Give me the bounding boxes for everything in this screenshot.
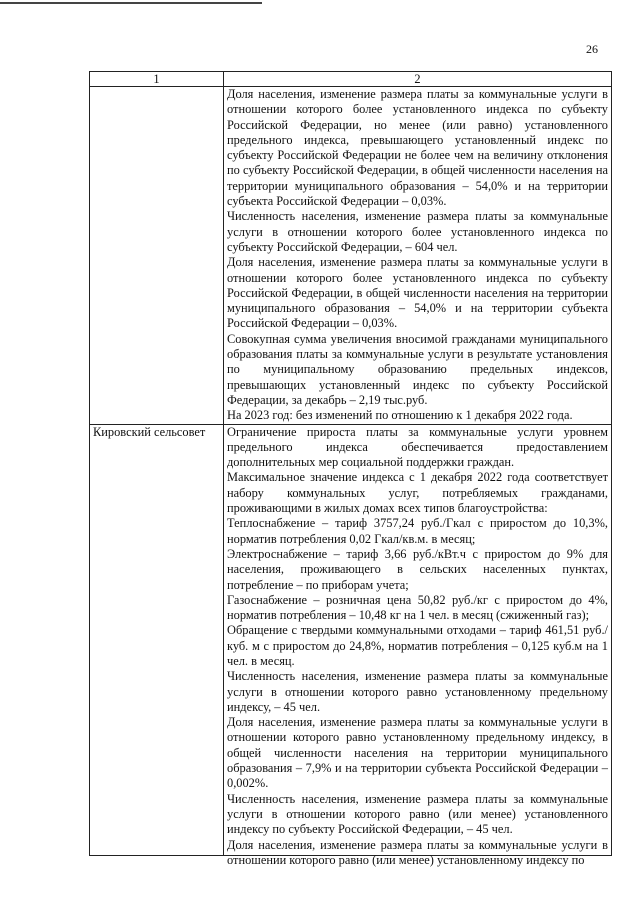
- paragraph: Теплоснабжение – тариф 3757,24 руб./Гкал с приростом до 10,3%, норматив потребления 0,02 Гкал/кв.м. в месяц;: [227, 516, 608, 546]
- paragraph: Газоснабжение – розничная цена 50,82 руб./кг с приростом до 4%, норматив потребления – 10,48 кг на 1 чел. в месяц (сжиженный газ);: [227, 592, 608, 623]
- page-number: 26: [586, 42, 598, 56]
- content-clip: [227, 424, 608, 867]
- content-cell: [224, 87, 612, 425]
- paragraph: Численность населения, изменение размера платы за коммунальные услуги в отношении которого равно установленному предельному индексу, – 45 чел.: [227, 669, 608, 714]
- region-cell: Кировский сельсовет: [90, 424, 224, 855]
- content-cell: [224, 424, 612, 867]
- paragraph: Ограничение прироста платы за коммунальные услуги уровнем предельного индекса обеспечивается предоставлением дополнительных мер социальной поддержки граждан.: [227, 424, 608, 470]
- paragraph: Максимальное значение индекса с 1 декабря 2022 года соответствует набору коммунальных услуг, потребляемых гражданами, проживающими в жилых домах всех типов благоустройства:: [227, 470, 608, 516]
- paragraph: Доля населения, изменение размера платы за коммунальные услуги в отношении которого более установленного индекса по субъекту Российской Федерации, но менее (или равно) установленного предельного индекса, превышающего установленный индекс по субъекту Российской Федерации не более чем на величину отклонения по субъекту Российской Федерации, в общей численности населения на территории муниципального образования – 54,0% и на территории субъекта Российской Федерации – 0,03%.: [227, 87, 608, 209]
- paragraph: Электроснабжение – тариф 3,66 руб./кВт.ч с приростом до 9% для населения, проживающего в сельских населенных пунктах, потребление – по приборам учета;: [227, 546, 608, 592]
- table-row: [90, 424, 612, 855]
- scan-edge-line: [0, 2, 262, 4]
- column-header-2: 2: [224, 72, 612, 87]
- table-row: [90, 87, 612, 425]
- paragraph: Доля населения, изменение размера платы за коммунальные услуги в отношении которого более установленного индекса по субъекту Российской Федерации, в общей численности населения на территории муниципального образования – 54,0% и на территории субъекта Российской Федерации – 0,03%.: [227, 255, 608, 331]
- paragraph: Численность населения, изменение размера платы за коммунальные услуги в отношении которого равно (или менее) установленного индексу по субъекту Российской Федерации, – 45 чел.: [227, 791, 608, 837]
- paragraph: Доля населения, изменение размера платы за коммунальные услуги в отношении которого равно установленному предельному индексу, в общей численности населения на территории муниципального образования – 7,9% и на территории субъекта Российской Федерации – 0,002%.: [227, 715, 608, 791]
- table-header-row: [90, 72, 612, 87]
- document-table: [89, 71, 612, 867]
- paragraph: Обращение с твердыми коммунальными отходами – тариф 461,51 руб./куб. м с приростом до 24,8%, норматив потребления – 0,125 куб.м на 1 чел. в месяц.: [227, 623, 608, 668]
- paragraph: Совокупная сумма увеличения вносимой гражданами муниципального образования платы за коммунальные услуги в результате установления по муниципальному образованию предельных индексов, превышающих установленный индекс по субъекту Российской Федерации, за декабрь – 2,19 тыс.руб.: [227, 331, 608, 407]
- paragraph: Численность населения, изменение размера платы за коммунальные услуги в отношении которого более установленного индекса по субъекту Российской Федерации, – 604 чел.: [227, 209, 608, 254]
- paragraph: На 2023 год: без изменений по отношению к 1 декабря 2022 года.: [227, 408, 573, 423]
- region-cell: [90, 87, 224, 425]
- paragraph: Доля населения, изменение размера платы за коммунальные услуги в отношении которого равно (или менее) установленному индексу по: [227, 837, 608, 867]
- column-header-1: 1: [90, 72, 224, 87]
